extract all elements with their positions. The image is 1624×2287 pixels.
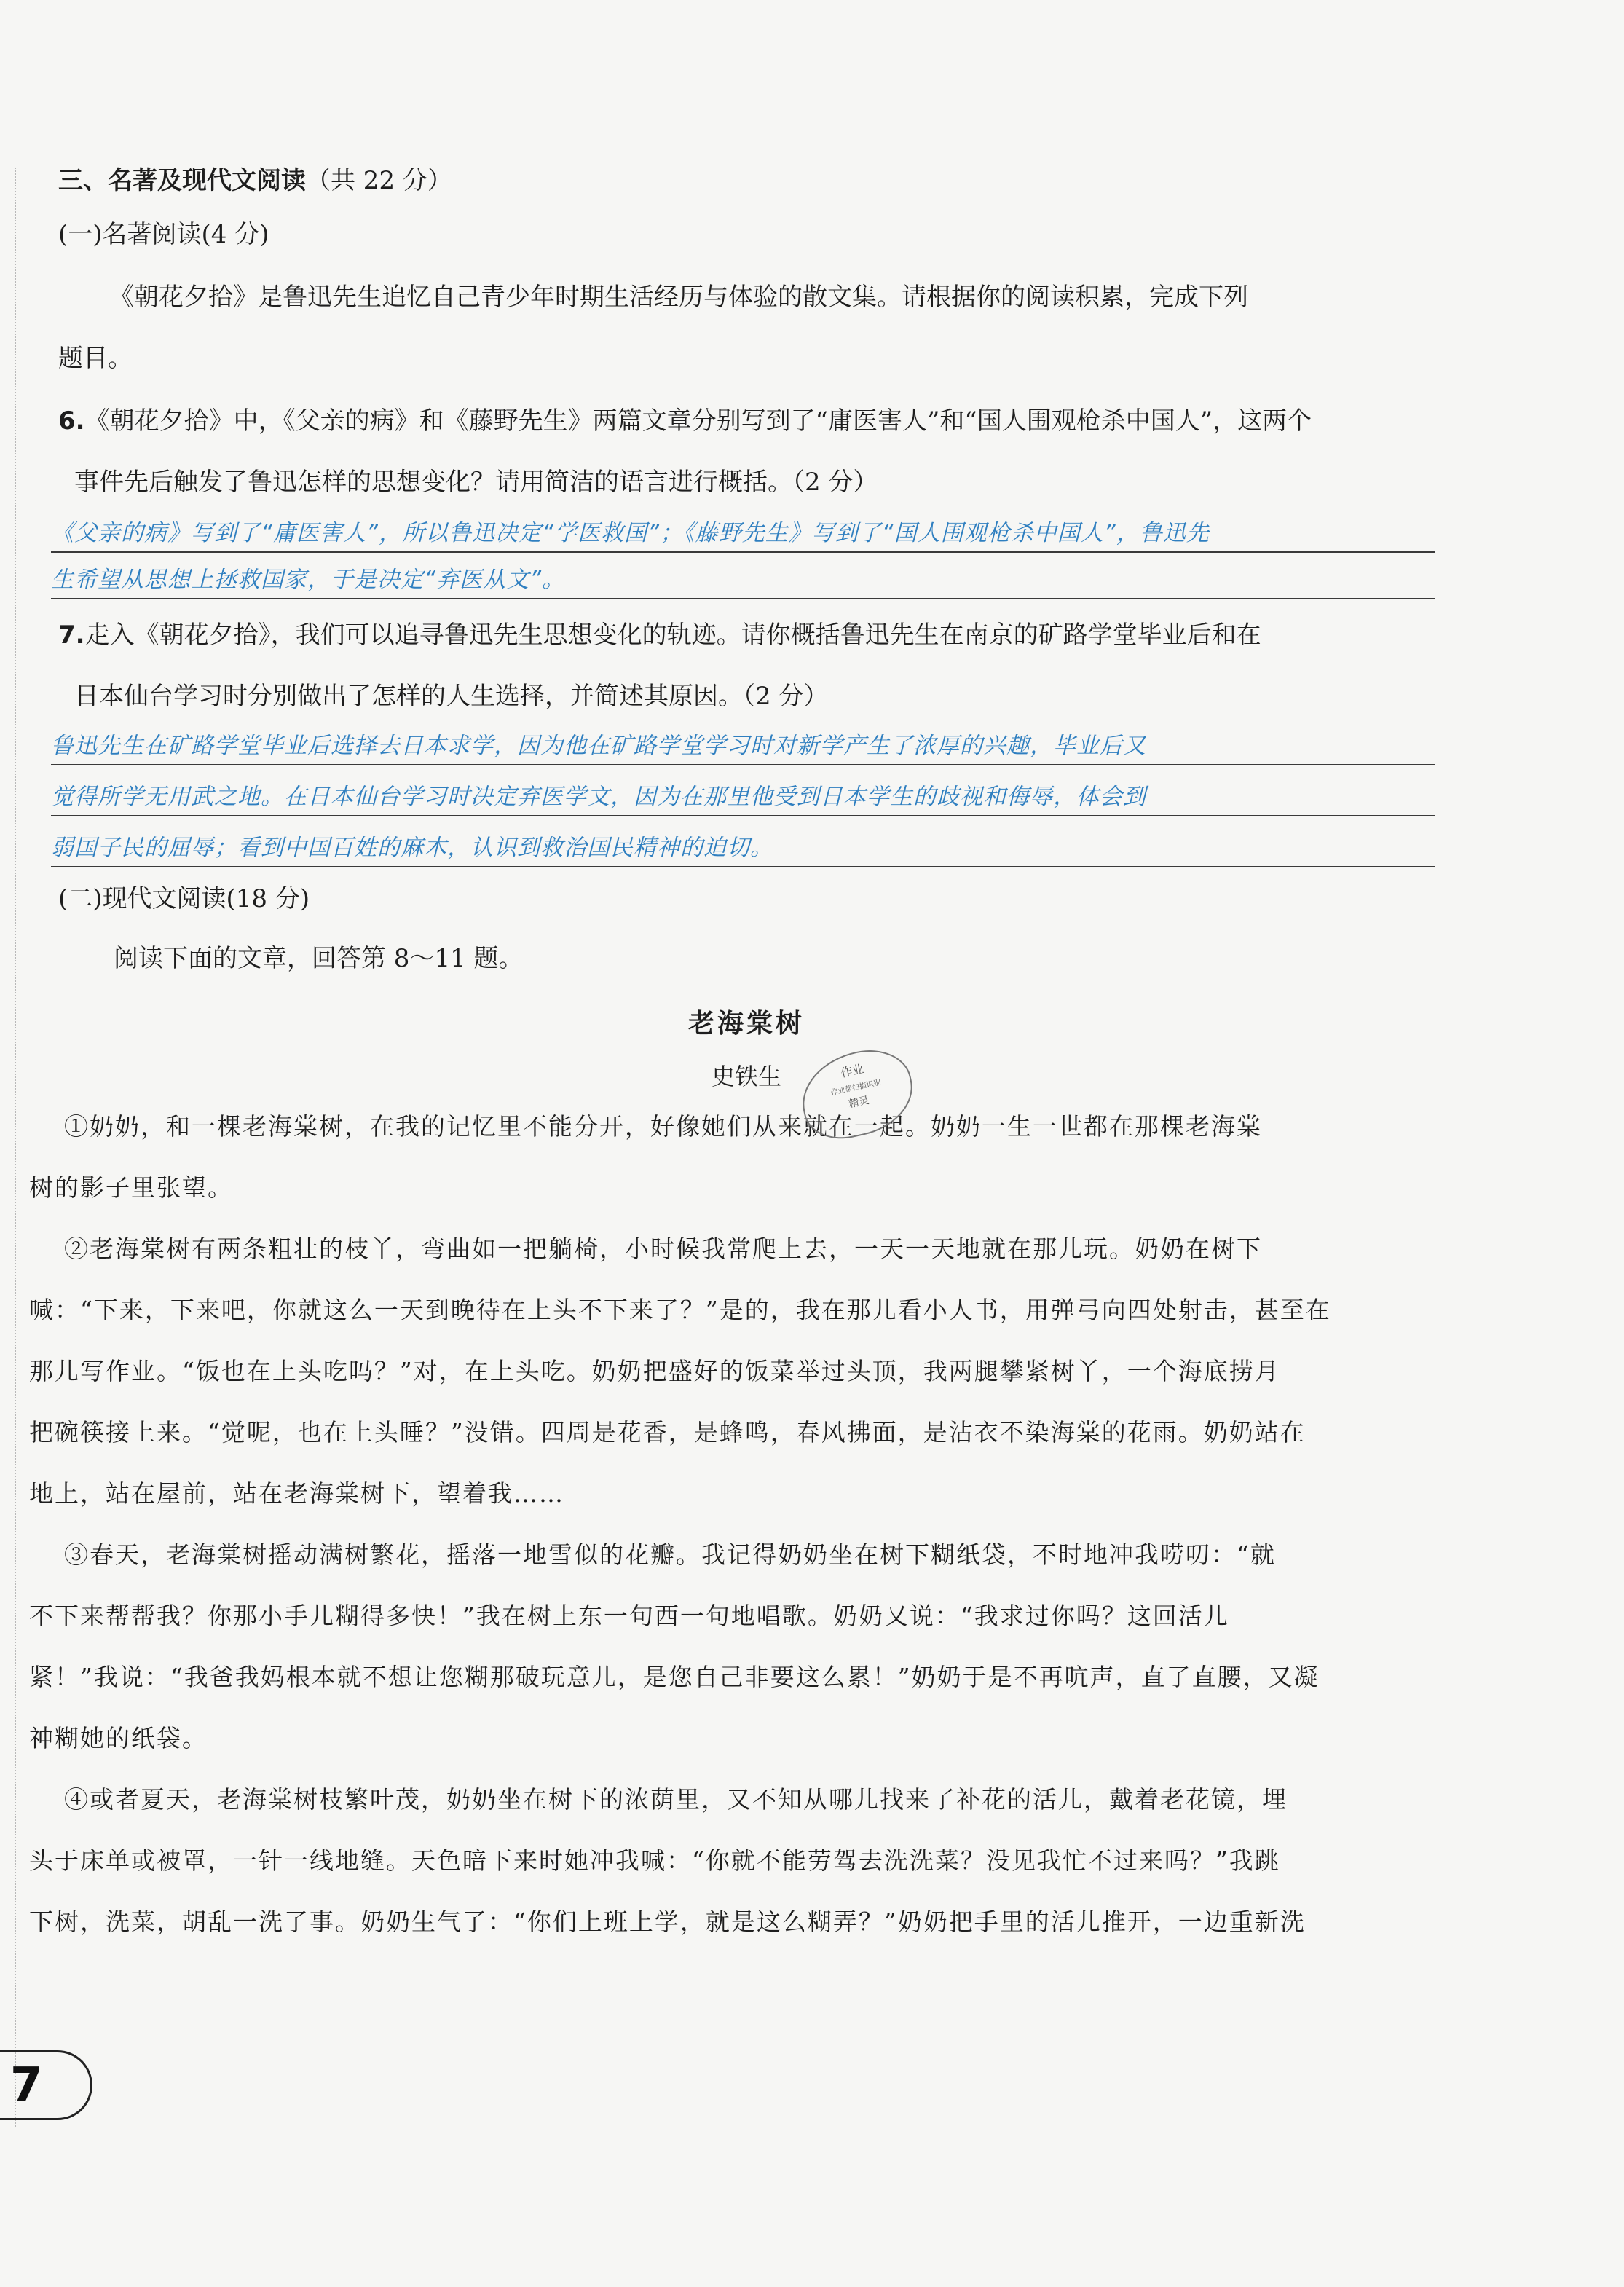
section-heading xyxy=(58,164,1435,197)
paragraph-2 xyxy=(29,1219,1435,1524)
paragraph-4 xyxy=(29,1769,1435,1953)
question-7-answer-line-1: 鲁迅先生在矿路学堂毕业后选择去日本求学，因为他在矿路学堂学习时对新学产生了浓厚的兴趣，毕业后又 xyxy=(51,728,1435,765)
article-body xyxy=(29,1096,1435,1953)
part1-intro-line-2: 题目。 xyxy=(58,344,133,373)
section-points: （共 22 分） xyxy=(306,166,452,195)
paragraph-2-line-5: 地上，站在屋前，站在老海棠树下，望着我…… xyxy=(29,1479,564,1508)
paragraph-2-line-2: 喊：“下来，下来吧，你就这么一天到晚待在上头不下来了？”是的，我在那儿看小人书，用弹弓向四处射击，甚至在 xyxy=(29,1296,1331,1324)
question-7-number: 7. xyxy=(58,621,85,650)
question-6-answer-line-1: 《父亲的病》写到了“庸医害人”，所以鲁迅决定“学医救国”；《藤野先生》写到了“国人围观枪杀中国人”，鲁迅先 xyxy=(51,515,1435,553)
page-number: 7 xyxy=(0,2050,92,2120)
part2-heading: (二)现代文阅读(18 分) xyxy=(58,884,310,913)
page-content xyxy=(29,164,1435,1953)
question-6-answer-line-2: 生希望从思想上拯救国家，于是决定“弃医从文”。 xyxy=(51,562,1435,599)
paragraph-4-line-2: 头于床单或被罩，一针一线地缝。天色暗下来时她冲我喊：“你就不能劳驾去洗洗菜？没见我忙不过来吗？”我跳 xyxy=(29,1846,1280,1875)
question-7 xyxy=(58,618,1435,652)
article-author: 史铁生 xyxy=(711,1063,781,1090)
question-7-line-2: 日本仙台学习时分别做出了怎样的人生选择，并简述其原因。（2 分） xyxy=(74,682,829,711)
paragraph-1-line-1: ①奶奶，和一棵老海棠树，在我的记忆里不能分开，好像她们从来就在一起。奶奶一生一世都在那棵老海棠 xyxy=(64,1112,1262,1141)
paragraph-2-line-4: 把碗筷接上来。“觉呢，也在上头睡？”没错。四周是花香，是蜂鸣，春风拂面，是沾衣不染海棠的花雨。奶奶站在 xyxy=(29,1418,1306,1446)
section-title: 三、名著及现代文阅读 xyxy=(58,166,306,195)
paragraph-3 xyxy=(29,1524,1435,1769)
paragraph-4-line-3: 下树，洗菜，胡乱一洗了事。奶奶生气了：“你们上班上学，就是这么糊弄？”奶奶把手里的活儿推开，一边重新洗 xyxy=(29,1908,1306,1936)
question-7-answer-line-2: 觉得所学无用武之地。在日本仙台学习时决定弃医学文，因为在那里他受到日本学生的歧视和侮辱，体会到 xyxy=(51,779,1435,816)
question-7-answer-line-3: 弱国子民的屈辱；看到中国百姓的麻木，认识到救治国民精神的迫切。 xyxy=(51,830,1435,867)
question-6-line-1: 《朝花夕拾》中，《父亲的病》和《藤野先生》两篇文章分别写到了“庸医害人”和“国人围观枪杀中国人”，这两个 xyxy=(84,406,1312,436)
stamp-line-3: 精灵 xyxy=(848,1095,870,1111)
paragraph-1-line-2: 树的影子里张望。 xyxy=(29,1173,233,1202)
stamp-line-2: 作业帮扫描识别 xyxy=(829,1079,882,1098)
question-7-line-1: 走入《朝花夕拾》，我们可以追寻鲁迅先生思想变化的轨迹。请你概括鲁迅先生在南京的矿路学堂毕业后和在 xyxy=(84,621,1261,650)
paragraph-2-line-3: 那儿写作业。“饭也在上头吃吗？”对，在上头吃。奶奶把盛好的饭菜举过头顶，我两腿攀紧树丫，一个海底捞月 xyxy=(29,1357,1280,1385)
part2-intro: 阅读下面的文章，回答第 8～11 题。 xyxy=(114,944,524,973)
binding-margin-line xyxy=(15,168,16,2127)
question-6-number: 6. xyxy=(58,406,85,436)
paragraph-1 xyxy=(29,1096,1435,1219)
question-6 xyxy=(58,404,1435,438)
question-6-line-2: 事件先后触发了鲁迅怎样的思想变化？请用简洁的语言进行概括。（2 分） xyxy=(74,468,878,497)
paragraph-4-line-1: ④或者夏天，老海棠树枝繁叶茂，奶奶坐在树下的浓荫里，又不知从哪儿找来了补花的活儿，戴着老花镜，埋 xyxy=(64,1785,1288,1814)
paragraph-3-line-3: 紧！”我说：“我爸我妈根本就不想让您糊那破玩意儿，是您自己非要这么累！”奶奶于是不再吭声，直了直腰，又凝 xyxy=(29,1663,1320,1691)
part1-heading: (一)名著阅读(4 分) xyxy=(58,220,269,249)
paragraph-3-line-1: ③春天，老海棠树摇动满树繁花，摇落一地雪似的花瓣。我记得奶奶坐在树下糊纸袋，不时地冲我唠叨：“就 xyxy=(64,1540,1276,1569)
article-title: 老海棠树 xyxy=(687,1009,805,1039)
part1-intro-line-1: 《朝花夕拾》是鲁迅先生追忆自己青少年时期生活经历与体验的散文集。请根据你的阅读积累，完成下列 xyxy=(109,283,1248,312)
paragraph-2-line-1: ②老海棠树有两条粗壮的枝丫，弯曲如一把躺椅，小时候我常爬上去，一天一天地就在那儿玩。奶奶在树下 xyxy=(64,1235,1262,1263)
paragraph-3-line-2: 不下来帮帮我？你那小手儿糊得多快！”我在树上东一句西一句地唱歌。奶奶又说：“我求过你吗？这回活儿 xyxy=(29,1602,1229,1630)
stamp-line-1: 作业 xyxy=(839,1061,865,1080)
paragraph-3-line-4: 神糊她的纸袋。 xyxy=(29,1724,208,1752)
